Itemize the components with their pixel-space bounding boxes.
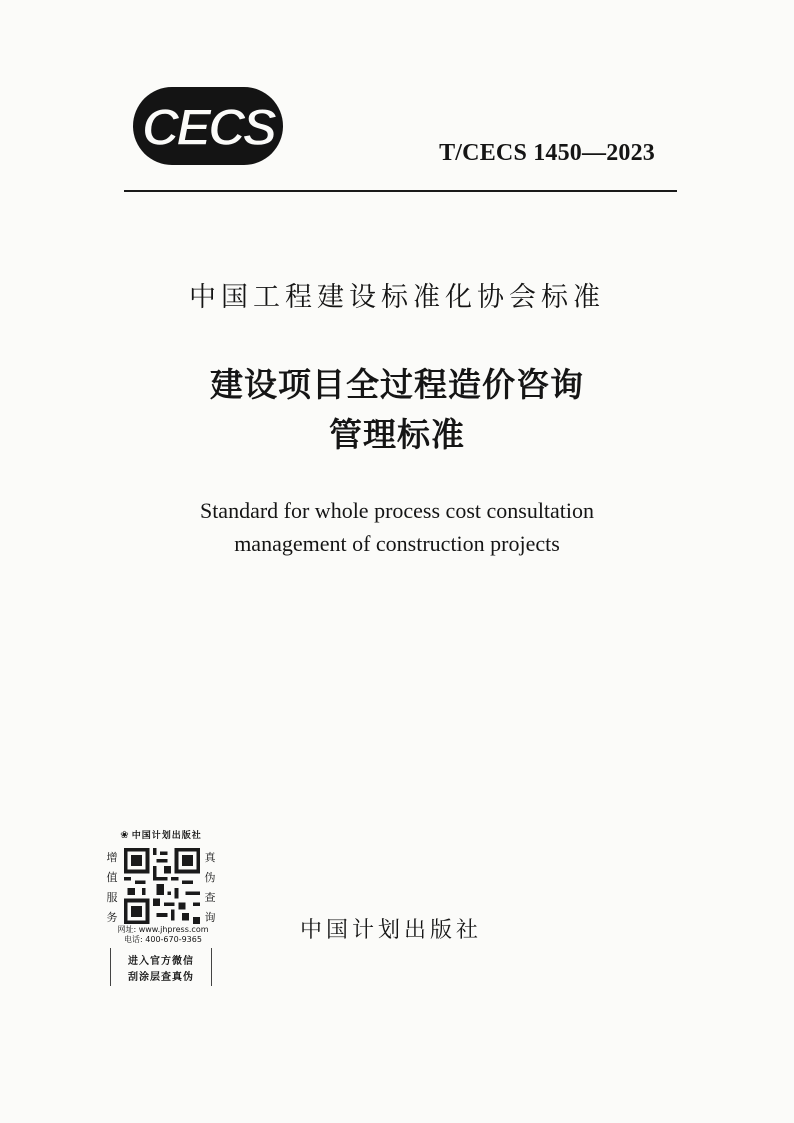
association-standard-label: 中国工程建设标准化协会标准 bbox=[189, 282, 605, 313]
stamp-right-char: 伪 bbox=[204, 871, 216, 884]
stamp-left-char: 服 bbox=[106, 891, 118, 904]
stamp-right-column bbox=[204, 848, 216, 928]
stamp-left-char: 增 bbox=[106, 851, 118, 864]
scratch-panel[interactable] bbox=[110, 948, 212, 986]
stamp-left-char: 值 bbox=[106, 871, 118, 884]
stamp-left-column bbox=[106, 848, 118, 928]
logo-text: CECS bbox=[141, 99, 275, 157]
stamp-header bbox=[102, 828, 220, 841]
stamp-phone: 电话: 400-670-9365 bbox=[124, 935, 202, 944]
english-title-line-1: Standard for whole process cost consultation bbox=[199, 498, 595, 523]
english-title-line-2: management of construction projects bbox=[234, 531, 560, 556]
stamp-right-char: 查 bbox=[204, 891, 216, 904]
stamp-scratch-text: 刮涂层查真伪 bbox=[128, 972, 194, 983]
publisher-emblem-icon: ❀ bbox=[120, 830, 130, 841]
cecs-logo bbox=[131, 83, 285, 169]
stamp-right-char: 真 bbox=[204, 851, 216, 864]
standard-number: T/CECS 1450—2023 bbox=[439, 140, 655, 166]
chinese-title-line-2: 管理标准 bbox=[329, 415, 465, 454]
stamp-header-text: 中国计划出版社 bbox=[131, 831, 202, 841]
qr-code[interactable] bbox=[124, 848, 200, 924]
chinese-title bbox=[0, 360, 794, 460]
english-title bbox=[0, 494, 794, 560]
chinese-title-line-1: 建设项目全过程造价咨询 bbox=[210, 365, 584, 404]
stamp-website: 网址: www.jhpress.com bbox=[117, 925, 209, 934]
anti-counterfeit-stamp bbox=[98, 822, 224, 990]
stamp-right-char: 询 bbox=[204, 911, 216, 924]
header-divider bbox=[124, 190, 677, 192]
stamp-wechat-text: 进入官方微信 bbox=[128, 956, 194, 967]
publisher-name: 中国计划出版社 bbox=[300, 918, 483, 943]
stamp-left-char: 务 bbox=[106, 911, 118, 924]
